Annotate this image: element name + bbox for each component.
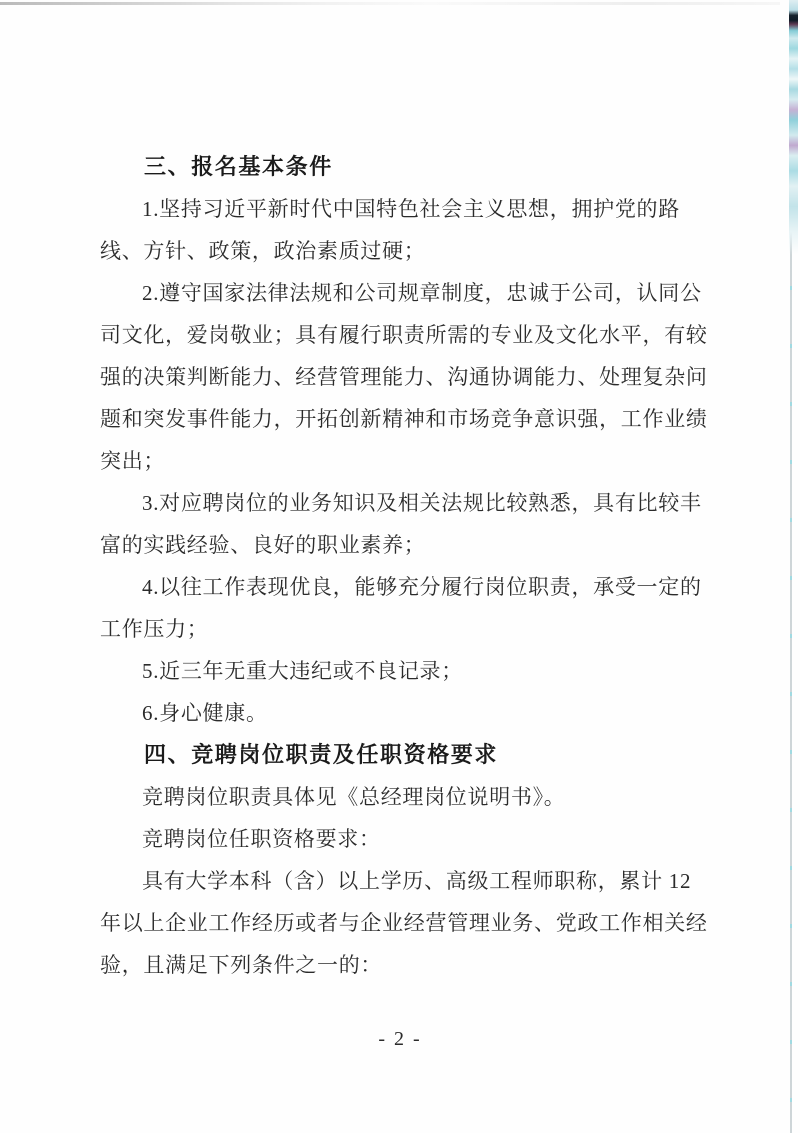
paragraph-line: 具有大学本科（含）以上学历、高级工程师职称，累计 12 <box>142 869 692 893</box>
section-heading-4: 四、竞聘岗位职责及任职资格要求 <box>144 742 499 767</box>
paragraph-line: 6.身心健康。 <box>142 701 268 725</box>
paragraph-line: 1.坚持习近平新时代中国特色社会主义思想，拥护党的路 <box>142 197 680 221</box>
paragraph-line: 工作压力； <box>100 617 209 641</box>
paragraph-line: 5.近三年无重大违纪或不良记录； <box>142 659 463 683</box>
section-heading-3: 三、报名基本条件 <box>144 154 333 179</box>
paragraph-line: 富的实践经验、良好的职业素养； <box>100 533 426 557</box>
paragraph-line: 司文化，爱岗敬业；具有履行职责所需的专业及文化水平，有较 <box>100 323 708 347</box>
paragraph-line: 4.以往工作表现优良，能够充分履行岗位职责，承受一定的 <box>142 575 702 599</box>
paragraph-line: 线、方针、政策，政治素质过硬； <box>100 239 426 263</box>
paragraph-line: 竞聘岗位任职资格要求： <box>142 827 381 851</box>
document-page <box>100 146 720 986</box>
page-number: - 2 - <box>378 1028 422 1050</box>
paragraph-line: 强的决策判断能力、经营管理能力、沟通协调能力、处理复杂问 <box>100 365 708 389</box>
paragraph-line: 竞聘岗位职责具体见《总经理岗位说明书》。 <box>142 785 566 809</box>
paragraph-line: 突出； <box>100 449 166 473</box>
scan-right-edge-color-strip <box>789 0 798 255</box>
paragraph-line: 年以上企业工作经历或者与企业经营管理业务、党政工作相关经 <box>100 911 708 935</box>
paragraph-line: 验，且满足下列条件之一的： <box>100 953 383 977</box>
paragraph-line: 2.遵守国家法律法规和公司规章制度，忠诚于公司，认同公 <box>142 281 702 305</box>
scan-top-edge-artifact <box>0 2 780 5</box>
paragraph-line: 题和突发事件能力，开拓创新精神和市场竞争意识强，工作业绩 <box>100 407 708 431</box>
paragraph-line: 3.对应聘岗位的业务知识及相关法规比较熟悉，具有比较丰 <box>142 491 702 515</box>
